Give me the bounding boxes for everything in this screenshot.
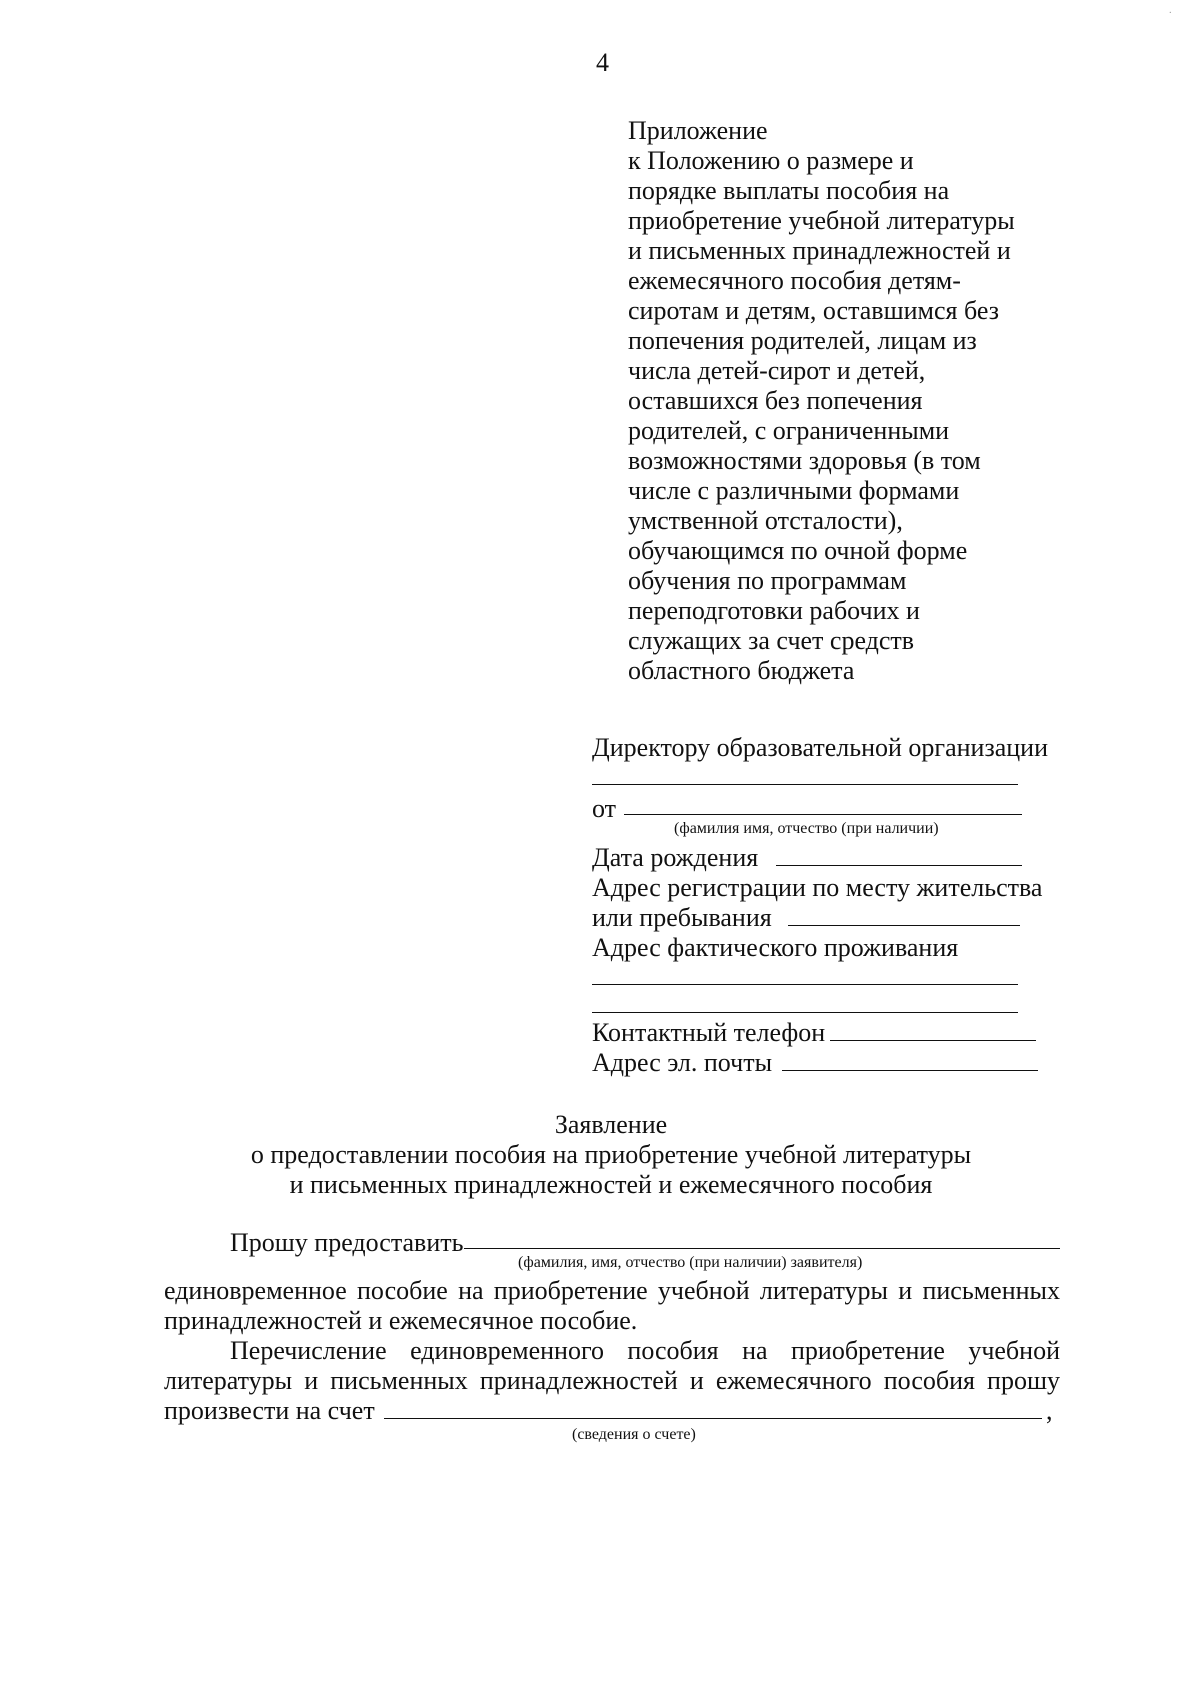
appendix-line: к Положению о размере и [628, 146, 914, 175]
statement-subtitle-2: и письменных принадлежностей и ежемесячного пособия [289, 1170, 933, 1199]
actual-address-blank-1[interactable] [592, 984, 1018, 985]
appendix-line: оставшихся без попечения [628, 386, 923, 415]
phone-label: Контактный телефон [592, 1018, 826, 1047]
appendix-line: обучающимся по очной форме [628, 536, 968, 565]
statement-title: Заявление [554, 1110, 668, 1139]
account-hint: (сведения о счете) [572, 1426, 696, 1443]
appendix-line: числа детей-сирот и детей, [628, 356, 926, 385]
appendix-line: ежемесячного пособия детям- [628, 266, 961, 295]
appendix-line: обучения по программам [628, 566, 907, 595]
birth-date-label: Дата рождения [592, 843, 759, 872]
corner-mark: · [1168, 8, 1172, 19]
from-blank[interactable] [624, 814, 1022, 815]
appendix-block [628, 118, 1015, 688]
paragraph-2-line-1: Перечисление единовременного пособия на приобретение учебной [230, 1336, 1060, 1365]
reg-address-blank[interactable] [788, 925, 1020, 926]
request-label: Прошу предоставить [230, 1228, 464, 1257]
director-blank[interactable] [592, 784, 1018, 785]
reg-address-label-2: или пребывания [592, 903, 772, 932]
page-number: 4 [596, 48, 609, 77]
appendix-line: переподготовки рабочих и [628, 596, 920, 625]
statement-subtitle-1: о предоставлении пособия на приобретение учебной литературы [250, 1140, 972, 1169]
request-hint: (фамилия, имя, отчество (при наличии) заявителя) [518, 1254, 863, 1271]
paragraph-2-line-3: произвести на счет [164, 1396, 375, 1425]
appendix-line: умственной отсталости), [628, 506, 903, 535]
from-hint: (фамилия имя, отчество (при наличии) [674, 820, 939, 837]
appendix-line: и письменных принадлежностей и [628, 236, 1011, 265]
actual-address-blank-2[interactable] [592, 1012, 1018, 1013]
appendix-line: числе с различными формами [628, 476, 960, 505]
appendix-line: возможностями здоровья (в том [628, 446, 981, 475]
appendix-line: областного бюджета [628, 656, 855, 685]
paragraph-1-line-1: единовременное пособие на приобретение учебной литературы и письменных [164, 1276, 1060, 1305]
birth-date-blank[interactable] [776, 865, 1022, 866]
paragraph-1-line-2: принадлежностей и ежемесячное пособие. [164, 1306, 638, 1335]
appendix-title: Приложение [628, 116, 768, 145]
account-comma: , [1046, 1396, 1053, 1425]
email-blank[interactable] [782, 1070, 1038, 1071]
appendix-line: служащих за счет средств [628, 626, 915, 655]
account-blank[interactable] [384, 1418, 1042, 1419]
from-label: от [592, 794, 617, 823]
appendix-line: приобретение учебной литературы [628, 206, 1015, 235]
request-blank[interactable] [464, 1248, 1060, 1249]
appendix-line: попечения родителей, лицам из [628, 326, 977, 355]
actual-address-label: Адрес фактического проживания [592, 933, 959, 962]
reg-address-label: Адрес регистрации по месту жительства [592, 873, 1043, 902]
director-line: Директору образовательной организации [592, 733, 1048, 762]
paragraph-2-line-2: литературы и письменных принадлежностей и ежемесячного пособия прошу [164, 1366, 1060, 1395]
appendix-line: сиротам и детям, оставшимся без [628, 296, 999, 325]
email-label: Адрес эл. почты [592, 1048, 773, 1077]
appendix-line: порядке выплаты пособия на [628, 176, 950, 205]
phone-blank[interactable] [830, 1040, 1036, 1041]
appendix-line: родителей, с ограниченными [628, 416, 950, 445]
